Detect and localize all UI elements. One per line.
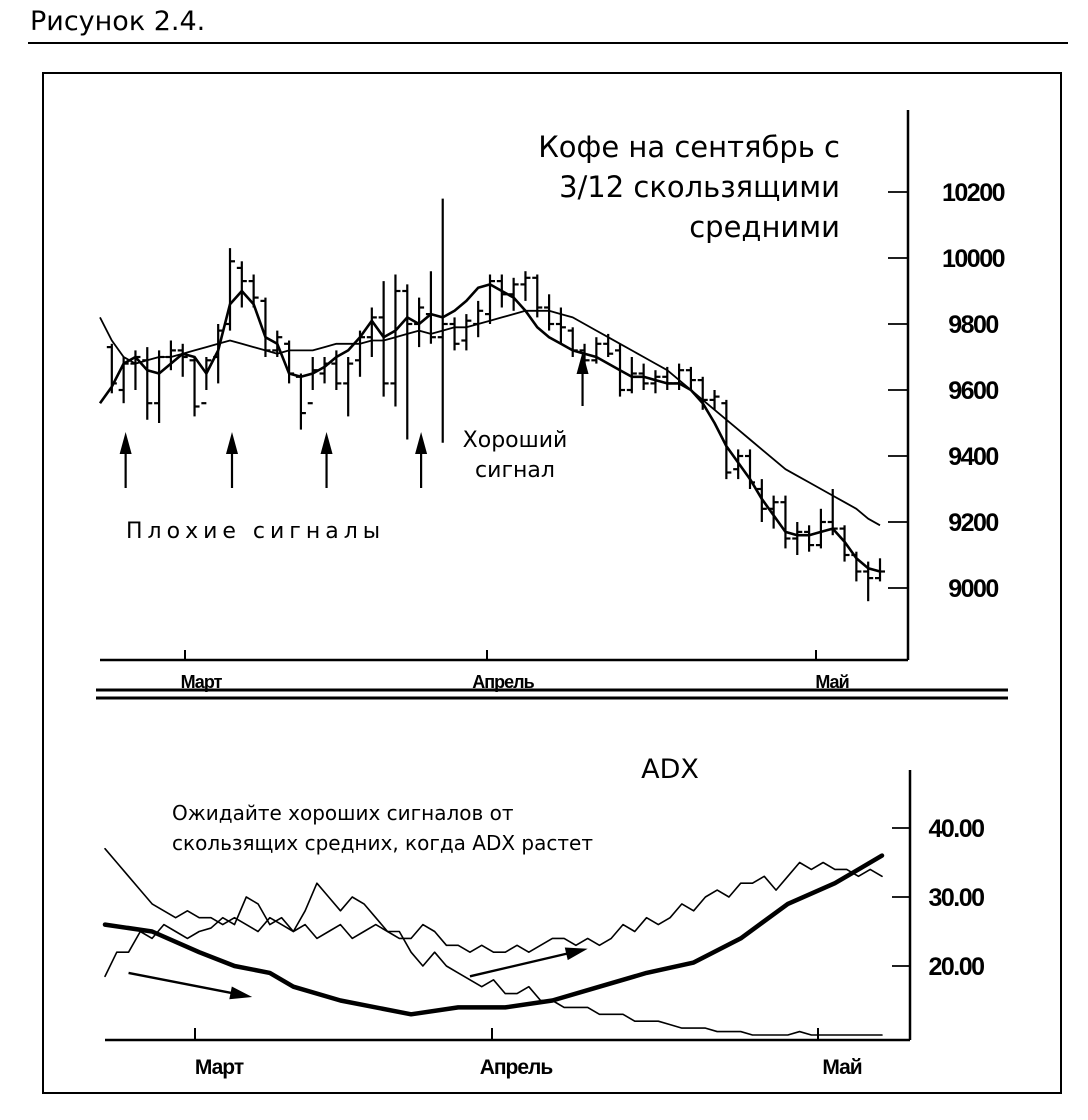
- price-chart-title-line-3: средними: [689, 210, 840, 244]
- price-chart-title-line-1: Кофе на сентябрь с: [538, 130, 840, 164]
- price-y-tick-label: 9800: [948, 311, 998, 339]
- adx-y-tick-label: 20.00: [928, 953, 984, 981]
- price-x-tick-label: Апрель: [472, 672, 534, 692]
- bad-signal-arrow-head: [321, 432, 333, 454]
- price-y-tick-label: 9000: [948, 575, 998, 603]
- minus-di-line: [105, 849, 882, 953]
- adx-panel: [105, 754, 984, 1079]
- adx-y-tick-label: 40.00: [928, 815, 984, 843]
- price-y-tick-label: 9400: [948, 443, 998, 471]
- price-x-ticks: [181, 650, 849, 692]
- adx-chart-title: ADX: [641, 754, 699, 785]
- adx-trend-arrow-head: [229, 986, 252, 999]
- adx-y-tick-label: 30.00: [928, 884, 984, 912]
- price-y-tick-label: 9600: [948, 377, 998, 405]
- price-chart-title-line-2: 3/12 скользящими: [559, 170, 840, 204]
- adx-trend-arrow-shaft: [129, 973, 235, 994]
- price-y-ticks: [888, 179, 1005, 603]
- price-x-tick-label: Май: [815, 672, 849, 692]
- adx-annotation-line-2: скользящих средних, когда ADX растет: [172, 831, 593, 855]
- price-panel: [100, 110, 1005, 692]
- adx-x-tick-label: Март: [194, 1056, 244, 1079]
- adx-trend-arrow-head: [565, 947, 588, 960]
- price-y-tick-label: 10000: [941, 245, 1005, 273]
- adx-trend-arrows: [129, 947, 588, 999]
- price-x-tick-label: Март: [180, 672, 222, 692]
- adx-y-ticks: [892, 815, 984, 981]
- adx-x-tick-label: Май: [822, 1056, 862, 1079]
- price-y-tick-label: 10200: [941, 179, 1005, 207]
- bad-signal-arrow-head: [415, 432, 427, 454]
- good-signal-label-line-2: сигнал: [475, 458, 555, 483]
- adx-trend-arrow-shaft: [470, 953, 570, 976]
- moving-average-12-line: [100, 311, 880, 526]
- bad-signal-arrow-head: [226, 432, 238, 454]
- figure-caption: Рисунок 2.4.: [30, 6, 206, 37]
- adx-lines: [105, 849, 882, 1035]
- price-y-tick-label: 9200: [948, 509, 998, 537]
- adx-annotation-line-1: Ожидайте хороших сигналов от: [172, 801, 514, 825]
- adx-x-tick-label: Апрель: [479, 1056, 553, 1079]
- bad-signals-label: Плохие сигналы: [126, 519, 386, 544]
- good-signal-label-line-1: Хороший: [462, 428, 568, 453]
- bad-signal-arrow-head: [120, 432, 132, 454]
